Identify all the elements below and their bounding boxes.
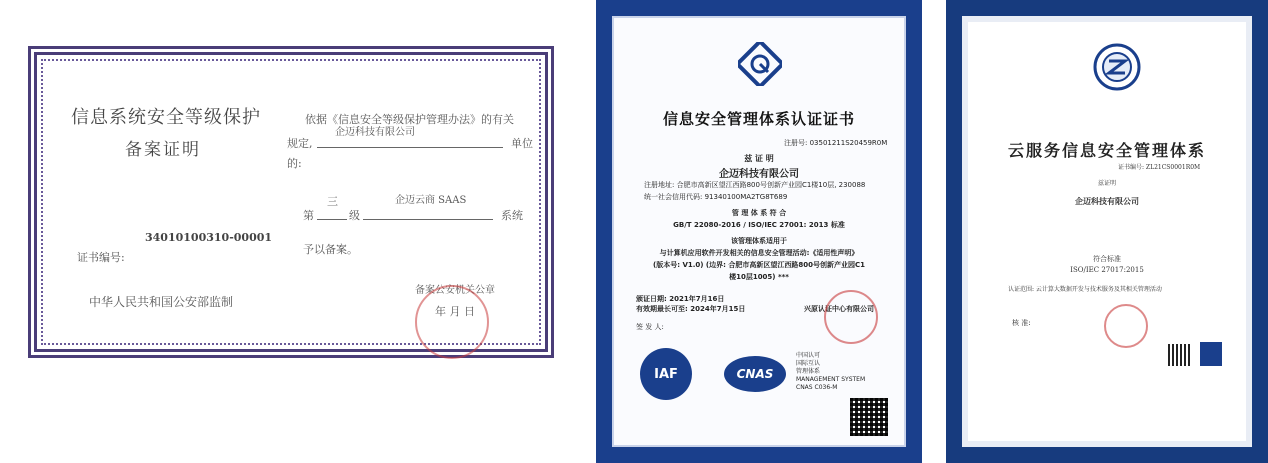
c1-intro: 依据《信息安全等级保护管理办法》的有关 <box>305 113 514 126</box>
c2-company: 企迈科技有限公司 <box>719 169 799 180</box>
c1-xitong: 系统 <box>501 209 523 222</box>
c2-issuer: 兴原认证中心有限公司 <box>804 305 874 313</box>
c3-conform: 符合标准 <box>1093 255 1121 263</box>
c2-signer: 签 发 人: <box>636 323 664 331</box>
iaf-logo-icon: IAF <box>640 348 692 400</box>
qr-code-icon <box>1168 344 1190 366</box>
c2-scope-title: 该管理体系适用于 <box>731 237 787 245</box>
isms-certificate <box>596 0 922 463</box>
zl-certification-logo-icon <box>1092 42 1142 92</box>
filing-certificate <box>28 46 554 358</box>
c1-approve: 予以备案。 <box>303 243 358 256</box>
c2-credit-code: 统一社会信用代码: 91340100MA2TG8T689 <box>644 193 788 201</box>
c2-certify: 兹 证 明 <box>744 154 774 163</box>
c1-level-line <box>317 219 347 220</box>
c1-cert-no-value: 34010100310-00001 <box>145 231 273 244</box>
c3-scope: 认证范围: 云计算大数据开发与技术服务及其相关管理活动 <box>1008 286 1162 293</box>
c1-stamp-text: 备案公安机关公章 <box>415 285 495 296</box>
qr-code-icon <box>850 398 888 436</box>
c2-issue-date: 颁证日期: 2021年7月16日 <box>636 295 725 303</box>
c2-cnas-text: 中国认可 国际互认 管理体系 MANAGEMENT SYSTEM CNAS C036-M <box>796 352 866 391</box>
c1-rule-label: 规定, <box>287 137 313 150</box>
c1-system-level: 三 <box>327 195 338 208</box>
c1-date: 年 月 日 <box>435 305 475 318</box>
c2-scope-3: 楼10层1005) *** <box>729 273 789 281</box>
c1-subtitle: 备案证明 <box>125 140 201 160</box>
c2-scope-2: (版本号: V1.0) (边界: 合肥市高新区望江西路800号创新产业园C1 <box>653 261 865 269</box>
c1-cert-no-label: 证书编号: <box>77 251 125 264</box>
c1-unit-value: 企迈科技有限公司 <box>335 127 415 138</box>
c1-di-label: 第 <box>303 209 314 222</box>
accreditation-mark-icon <box>1200 342 1222 366</box>
c1-issuer: 中华人民共和国公安部监制 <box>89 295 234 309</box>
c3-sign-label: 核 准: <box>1012 319 1031 327</box>
c1-unit-line <box>317 147 503 148</box>
c1-de: 的: <box>287 157 302 170</box>
red-seal-icon <box>415 285 489 359</box>
cnas-logo-icon: CNAS <box>724 356 786 392</box>
c2-address: 注册地址: 合肥市高新区望江西路800号创新产业园C1楼10层, 230088 <box>644 181 866 189</box>
c3-title: 云服务信息安全管理体系 <box>1007 141 1206 160</box>
certification-logo-icon <box>738 42 782 86</box>
c1-system-name: 企迈云商 SAAS <box>395 195 467 206</box>
c2-reg-no: 注册号: 03501211S20459R0M <box>784 139 888 147</box>
c3-standard: ISO/IEC 27017:2015 <box>1070 266 1144 274</box>
c3-company: 企迈科技有限公司 <box>1075 196 1139 206</box>
cloud-isms-certificate <box>946 0 1268 463</box>
c3-certify: 兹证明 <box>1097 180 1116 187</box>
c2-scope-1: 与计算机应用软件开发相关的信息安全管理活动:《适用性声明》 <box>659 249 859 257</box>
c1-system-line <box>363 219 493 220</box>
c2-title: 信息安全管理体系认证证书 <box>662 110 855 128</box>
c1-ji-label: 级 <box>349 209 360 222</box>
c2-conform: 管 理 体 系 符 合 <box>731 209 787 217</box>
red-seal-icon <box>1104 304 1148 348</box>
c1-title: 信息系统安全等级保护 <box>71 107 261 128</box>
c2-standard: GB/T 22080-2016 / ISO/IEC 27001: 2013 标准 <box>673 221 845 229</box>
c2-valid-date: 有效期最长可至: 2024年7月15日 <box>636 305 746 313</box>
c3-cert-no: 证书编号: ZL21CS0001R0M <box>1118 164 1201 171</box>
red-seal-icon <box>824 290 878 344</box>
c1-unit-suffix: 单位 <box>511 137 533 150</box>
